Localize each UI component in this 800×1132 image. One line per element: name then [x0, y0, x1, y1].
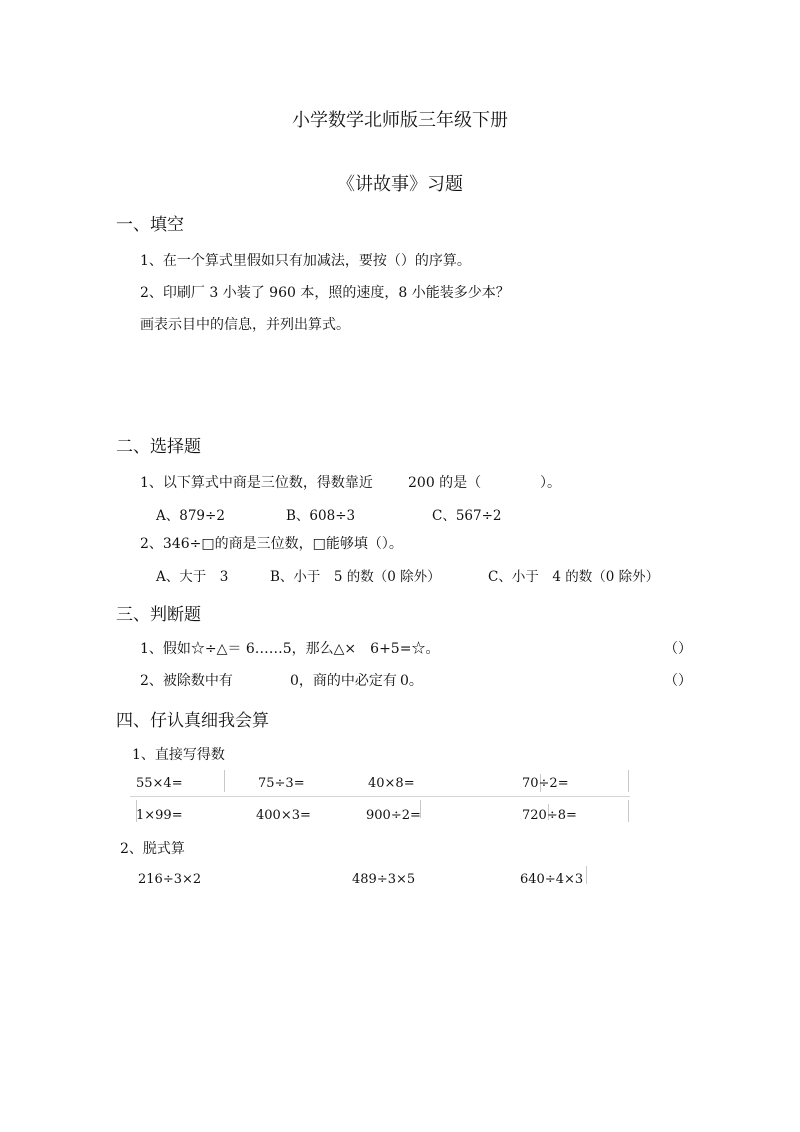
page-subtitle: 《讲故事》习题: [337, 174, 463, 195]
section4-subheading-2: 2、脱式算: [120, 841, 185, 857]
section3-question-2-part-a: 2、被除数中有: [140, 673, 233, 689]
calc-row1-item-1: 55×4=: [136, 776, 183, 791]
section3-question-2-part-b: 0，商的中必定有: [290, 673, 397, 689]
calc-row1-item-3: 40×8=: [368, 776, 415, 791]
calc-row3-item-2: 489÷3×5: [352, 872, 416, 887]
section3-heading: 三、判断题: [116, 605, 201, 625]
section1-question-2-note: 画表示目中的信息，并列出算式。: [140, 317, 350, 333]
page-title: 小学数学北师版三年级下册: [292, 110, 508, 131]
calc-row2-item-2: 400×3=: [256, 808, 311, 823]
section2-q1-option-b: B、608÷3: [286, 508, 356, 524]
section2-q1-option-a: A、879÷2: [156, 508, 225, 524]
grid-line: [586, 866, 587, 884]
section3-question-2-mark: （）: [664, 673, 692, 689]
grid-line: [224, 770, 225, 792]
section1-question-1: 1、在一个算式里假如只有加减法，要按（）的序算。: [140, 253, 471, 269]
section2-q1-option-c: C、567÷2: [432, 508, 502, 524]
calc-row3-item-1: 216÷3×2: [138, 872, 202, 887]
calc-row2-item-3: 900÷2=: [366, 808, 421, 823]
section4-subheading-1: 1、直接写得数: [132, 747, 225, 763]
section2-heading: 二、选择题: [116, 437, 201, 457]
grid-line: [628, 800, 629, 822]
calc-row2-item-1: 1×99=: [136, 808, 183, 823]
calc-row3-item-3: 640÷4×3: [520, 872, 584, 887]
section3-question-2-part-c: 0。: [400, 673, 423, 689]
grid-line: [130, 796, 630, 797]
section2-question-2: 2、346÷□的商是三位数，□能够填（）。: [140, 536, 403, 552]
section2-q2-option-a: A、大于 3: [156, 569, 229, 585]
section1-question-2: 2、印刷厂 3 小装了 960 本，照的速度，8 小能装多少本？: [140, 285, 510, 301]
calc-row1-item-2: 75÷3=: [258, 776, 305, 791]
calc-row2-item-4: 720÷8=: [522, 808, 577, 823]
section2-q2-option-c: C、小于 4 的数（0 除外）: [488, 569, 660, 585]
calc-row1-item-4: 70÷2=: [522, 776, 569, 791]
section1-heading: 一、填空: [116, 215, 184, 235]
section2-question-1-prefix: 1、以下算式中商是三位数，得数靠近: [140, 475, 373, 491]
section2-question-1-value: 200 的是（: [408, 475, 482, 491]
grid-line: [628, 770, 629, 792]
section2-q2-option-b: B、小于 5 的数（0 除外）: [270, 569, 441, 585]
section3-question-1: 1、假如☆÷△＝ 6……5，那么△× 6+5=☆。: [140, 641, 440, 657]
section3-question-1-mark: （）: [664, 641, 692, 657]
section4-heading: 四、仔认真细我会算: [116, 711, 269, 731]
section2-question-1-close: ）。: [540, 475, 561, 491]
